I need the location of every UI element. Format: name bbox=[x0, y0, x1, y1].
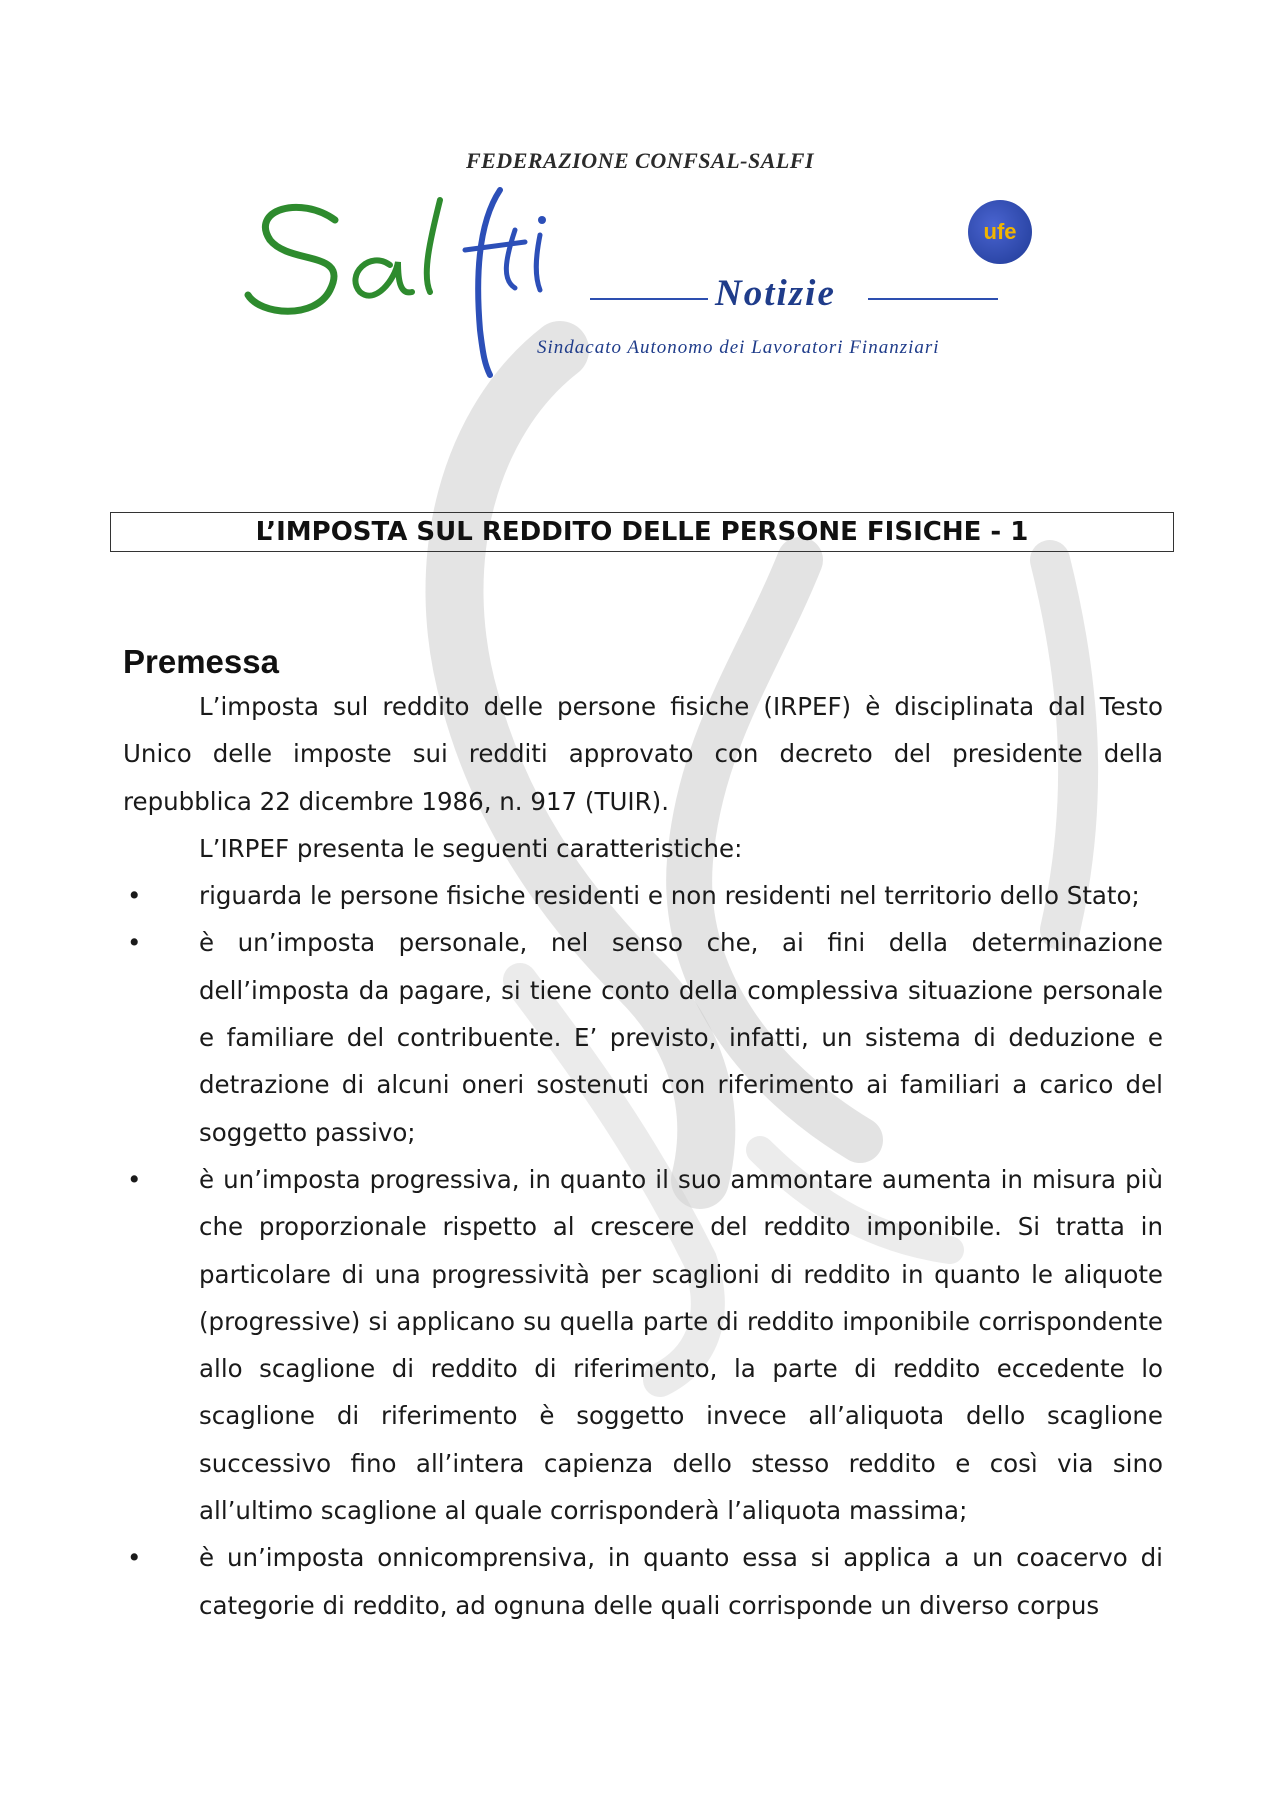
ufe-badge-icon bbox=[968, 200, 1032, 264]
list-item bbox=[123, 1156, 1163, 1534]
list-item bbox=[123, 872, 1163, 919]
list-item-text: riguarda le persone fisiche residenti e non residenti nel territorio dello Stato; bbox=[199, 881, 1140, 911]
list-item-text: è un’imposta progressiva, in quanto il suo ammontare aumenta in misura più che proporzionale rispetto al crescere del reddito imponibile. Si tratta in particolare di una progressività per scaglioni di reddito in quanto le aliquote (progressive) si applicano su quella parte di reddito imponibile corrispondente allo scaglione di reddito di riferimento, la parte di reddito eccedente lo scaglione di riferimento è soggetto invece all’aliquota dello scaglione successivo fino all’intera capienza dello stesso reddito e così via sino all’ultimo scaglione al quale corrisponderà l’aliquota massima; bbox=[199, 1164, 1163, 1526]
organization-name: FEDERAZIONE CONFSAL-SALFI bbox=[465, 148, 815, 173]
tagline: Sindacato Autonomo dei Lavoratori Finanziari bbox=[537, 337, 940, 358]
header-rule-right bbox=[868, 298, 998, 300]
list-intro: L’IRPEF presenta le seguenti caratteristiche: bbox=[199, 833, 743, 863]
characteristics-list bbox=[123, 872, 1163, 1629]
list-item-text: è un’imposta personale, nel senso che, ai fini della determinazione dell’imposta da pagare, si tiene conto della complessiva situazione personale e familiare del contribuente. E’ previsto, infatti, un sistema di deduzione e detrazione di alcuni oneri sostenuti con riferimento ai familiari a carico del soggetto passivo; bbox=[199, 928, 1163, 1147]
document-title: L’IMPOSTA SUL REDDITO DELLE PERSONE FISICHE - 1 bbox=[110, 512, 1174, 552]
list-item bbox=[123, 919, 1163, 1155]
header-rule-left bbox=[590, 298, 708, 300]
bullet-icon: • bbox=[127, 1543, 142, 1573]
document-body bbox=[123, 683, 1163, 1629]
ufe-badge-label: ufe bbox=[983, 219, 1017, 244]
section-title: Premessa bbox=[123, 643, 279, 680]
bullet-icon: • bbox=[127, 1164, 142, 1194]
bullet-icon: • bbox=[127, 928, 142, 958]
intro-paragraph: L’imposta sul reddito delle persone fisiche (IRPEF) è disciplinata dal Testo Unico delle imposte sui redditi approvato con decreto del presidente della repubblica 22 dicembre 1986, n. 917 (TUIR). bbox=[123, 692, 1163, 816]
salfi-logo bbox=[240, 180, 1040, 380]
bullet-icon: • bbox=[127, 881, 142, 911]
publication-name: Notizie bbox=[715, 273, 836, 314]
list-item-text: è un’imposta onnicomprensiva, in quanto essa si applica a un coacervo di categorie di reddito, ad ognuna delle quali corrisponde un diverso corpus bbox=[199, 1543, 1163, 1620]
list-item bbox=[123, 1534, 1163, 1629]
